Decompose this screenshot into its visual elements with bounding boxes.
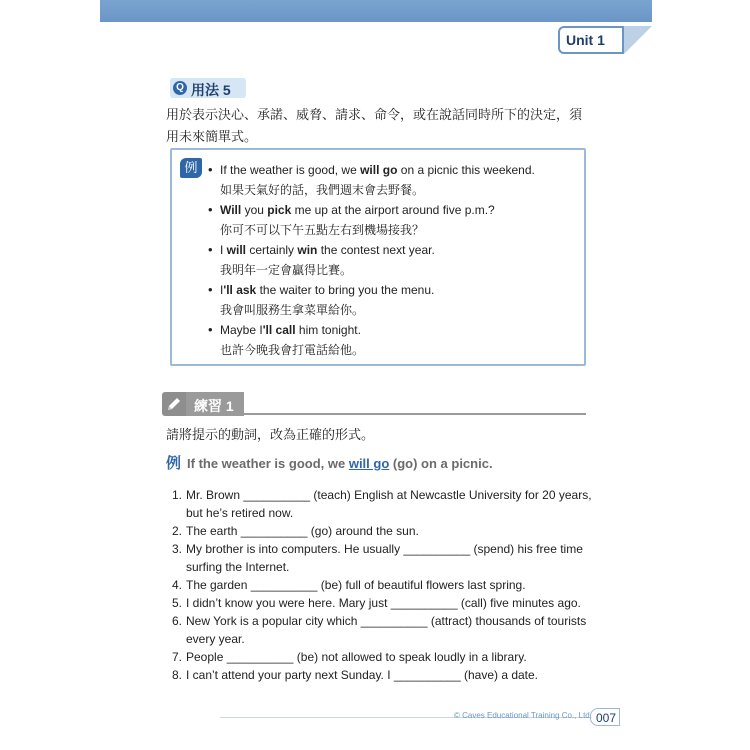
example-badge: 例 xyxy=(180,158,202,178)
usage-heading xyxy=(170,78,246,98)
textbook-page xyxy=(100,0,652,750)
exercise-item: 2. The earth __________ (go) around the sun. xyxy=(172,524,419,538)
example-english: • Maybe I'll call him tonight. xyxy=(220,323,361,337)
example-chinese: 我明年一定會贏得比賽。 xyxy=(220,263,353,277)
exercise-item: 5. I didn’t know you were here. Mary just __________ (call) five minutes ago. xyxy=(172,596,581,610)
example-list xyxy=(208,160,578,360)
unit-tab-shade xyxy=(624,26,652,54)
usage-description: 用於表示決心、承諾、威脅、請求、命令，或在說話同時所下的決定，須用未來簡單式。 xyxy=(166,107,583,144)
example-chinese: 你可不可以下午五點左右到機場接我？ xyxy=(220,223,425,237)
exercise-item: 7. People __________ (be) not allowed to speak loudly in a library. xyxy=(172,650,527,664)
page-number-box xyxy=(590,708,620,726)
example-item xyxy=(208,160,578,200)
page-number: 007 xyxy=(596,711,617,725)
pencil-icon xyxy=(162,392,186,416)
exercise-item: 3. My brother is into computers. He usually __________ (spend) his free time surfing the Internet. xyxy=(172,542,583,574)
example-box xyxy=(170,148,586,366)
example-english: • If the weather is good, we will go on a picnic this weekend. xyxy=(220,163,535,177)
copyright-notice: © Caves Educational Training Co., Ltd. xyxy=(454,711,592,720)
example-chinese: 我會叫服務生拿菜單給你。 xyxy=(220,303,365,317)
example-item xyxy=(208,280,578,320)
example-chinese: 也許今晚我會打電話給他。 xyxy=(220,343,365,357)
practice-divider xyxy=(244,413,586,415)
example-item xyxy=(208,240,578,280)
exercise-list xyxy=(172,486,592,684)
model-sentence: 例 If the weather is good, we will go (go) on a picnic. xyxy=(166,455,493,472)
magnifier-q-icon: Q xyxy=(173,81,187,95)
example-english: • I will certainly win the contest next year. xyxy=(220,243,435,257)
exercise-item: 6. New York is a popular city which __________ (attract) thousands of tourists every year. xyxy=(172,614,587,646)
unit-tab xyxy=(558,26,652,56)
top-color-bar xyxy=(100,0,652,22)
practice-heading xyxy=(162,392,586,418)
model-answer: will go xyxy=(348,456,390,471)
exercise-item: 1. Mr. Brown __________ (teach) English at Newcastle University for 20 years, but he’s retired now. xyxy=(172,488,592,520)
model-mark: 例 xyxy=(166,455,182,472)
example-item xyxy=(208,200,578,240)
example-chinese: 如果天氣好的話，我們週末會去野餐。 xyxy=(220,183,425,197)
example-english: • Will you pick me up at the airport around five p.m.? xyxy=(220,203,495,217)
example-item xyxy=(208,320,578,360)
exercise-item: 4. The garden __________ (be) full of beautiful flowers last spring. xyxy=(172,578,526,592)
practice-instructions: 請將提示的動詞，改為正確的形式。 xyxy=(166,427,375,442)
practice-title: 練習 1 xyxy=(194,398,234,414)
example-english: • I'll ask the waiter to bring you the menu. xyxy=(220,283,435,297)
unit-tab-label: Unit 1 xyxy=(566,32,605,48)
exercise-item: 8. I can’t attend your party next Sunday. I __________ (have) a date. xyxy=(172,668,539,682)
usage-title: 用法 5 xyxy=(191,82,231,98)
